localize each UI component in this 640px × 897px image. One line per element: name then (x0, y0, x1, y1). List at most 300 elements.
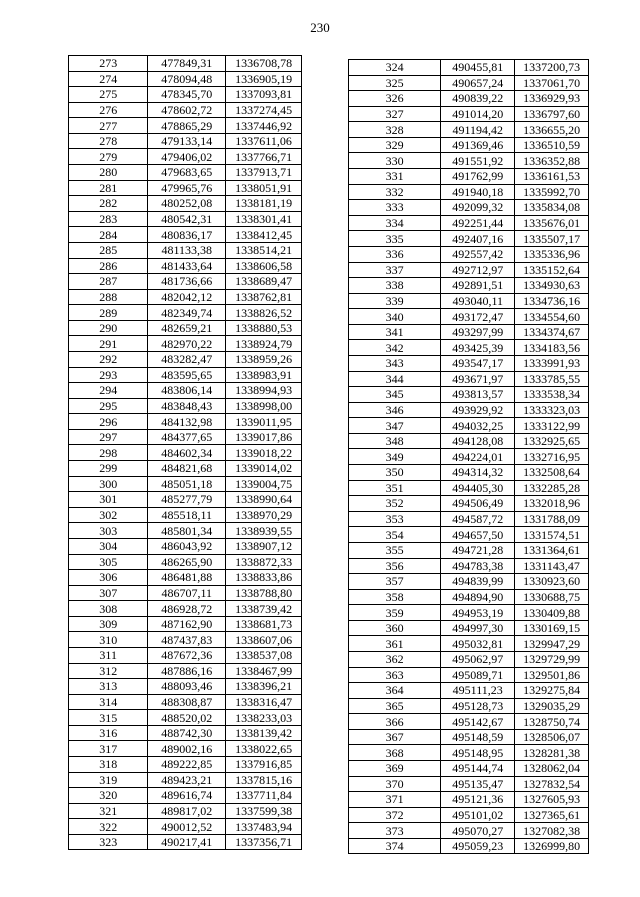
x-coordinate-cell: 494721,28 (441, 542, 515, 558)
x-coordinate-cell: 493297,99 (441, 324, 515, 340)
x-coordinate-cell: 481736,66 (148, 274, 226, 290)
point-number-cell: 281 (69, 180, 148, 196)
table-row (349, 153, 589, 169)
table-row (349, 122, 589, 138)
table-row (349, 75, 589, 91)
point-number-cell: 349 (349, 449, 441, 465)
y-coordinate-cell: 1337766,71 (226, 149, 302, 165)
y-coordinate-cell: 1326999,80 (515, 838, 589, 854)
x-coordinate-cell: 488308,87 (148, 694, 226, 710)
y-coordinate-cell: 1335152,64 (515, 262, 589, 278)
point-number-cell: 332 (349, 184, 441, 200)
table-row (69, 398, 302, 414)
y-coordinate-cell: 1335834,08 (515, 200, 589, 216)
x-coordinate-cell: 492891,51 (441, 278, 515, 294)
y-coordinate-cell: 1334930,63 (515, 278, 589, 294)
x-coordinate-cell: 485518,11 (148, 507, 226, 523)
table-row (69, 56, 302, 72)
y-coordinate-cell: 1329275,84 (515, 683, 589, 699)
table-row (69, 242, 302, 258)
x-coordinate-cell: 490455,81 (441, 60, 515, 76)
point-number-cell: 339 (349, 293, 441, 309)
x-coordinate-cell: 494224,01 (441, 449, 515, 465)
y-coordinate-cell: 1336708,78 (226, 56, 302, 72)
point-number-cell: 316 (69, 725, 148, 741)
x-coordinate-cell: 480252,08 (148, 196, 226, 212)
x-coordinate-cell: 483595,65 (148, 367, 226, 383)
y-coordinate-cell: 1334736,16 (515, 293, 589, 309)
y-coordinate-cell: 1333538,34 (515, 387, 589, 403)
table-row (349, 262, 589, 278)
point-number-cell: 275 (69, 87, 148, 103)
x-coordinate-cell: 494657,50 (441, 527, 515, 543)
table-row (69, 803, 302, 819)
point-number-cell: 303 (69, 523, 148, 539)
table-row (69, 102, 302, 118)
y-coordinate-cell: 1328506,07 (515, 729, 589, 745)
x-coordinate-cell: 491940,18 (441, 184, 515, 200)
point-number-cell: 357 (349, 574, 441, 590)
y-coordinate-cell: 1329035,29 (515, 698, 589, 714)
point-number-cell: 347 (349, 418, 441, 434)
y-coordinate-cell: 1338880,53 (226, 320, 302, 336)
table-row (349, 776, 589, 792)
table-row (349, 91, 589, 107)
x-coordinate-cell: 495032,81 (441, 636, 515, 652)
table-row (69, 710, 302, 726)
y-coordinate-cell: 1329501,86 (515, 667, 589, 683)
point-number-cell: 280 (69, 165, 148, 181)
point-number-cell: 292 (69, 351, 148, 367)
point-number-cell: 329 (349, 137, 441, 153)
x-coordinate-cell: 492407,16 (441, 231, 515, 247)
x-coordinate-cell: 478094,48 (148, 71, 226, 87)
table-row (349, 620, 589, 636)
table-row (69, 554, 302, 570)
y-coordinate-cell: 1332716,95 (515, 449, 589, 465)
y-coordinate-cell: 1337916,85 (226, 757, 302, 773)
table-row (69, 570, 302, 586)
y-coordinate-cell: 1335336,96 (515, 246, 589, 262)
y-coordinate-cell: 1337913,71 (226, 165, 302, 181)
y-coordinate-cell: 1338412,45 (226, 227, 302, 243)
table-row (349, 683, 589, 699)
y-coordinate-cell: 1338607,06 (226, 632, 302, 648)
point-number-cell: 333 (349, 200, 441, 216)
table-row (69, 211, 302, 227)
x-coordinate-cell: 495101,02 (441, 807, 515, 823)
y-coordinate-cell: 1334374,67 (515, 324, 589, 340)
x-coordinate-cell: 484602,34 (148, 445, 226, 461)
table-row (69, 133, 302, 149)
y-coordinate-cell: 1331143,47 (515, 558, 589, 574)
table-row (349, 246, 589, 262)
table-row (69, 725, 302, 741)
y-coordinate-cell: 1338022,65 (226, 741, 302, 757)
y-coordinate-cell: 1338396,21 (226, 679, 302, 695)
point-number-cell: 305 (69, 554, 148, 570)
point-number-cell: 307 (69, 585, 148, 601)
x-coordinate-cell: 486481,88 (148, 570, 226, 586)
point-number-cell: 343 (349, 355, 441, 371)
table-row (349, 636, 589, 652)
x-coordinate-cell: 495070,27 (441, 823, 515, 839)
table-row (69, 647, 302, 663)
table-row (69, 336, 302, 352)
table-row (349, 714, 589, 730)
y-coordinate-cell: 1337446,92 (226, 118, 302, 134)
point-number-cell: 340 (349, 309, 441, 325)
y-coordinate-cell: 1338233,03 (226, 710, 302, 726)
table-row (69, 507, 302, 523)
table-row (349, 807, 589, 823)
point-number-cell: 374 (349, 838, 441, 854)
table-row (69, 383, 302, 399)
x-coordinate-cell: 491014,20 (441, 106, 515, 122)
x-coordinate-cell: 494894,90 (441, 589, 515, 605)
point-number-cell: 318 (69, 757, 148, 773)
y-coordinate-cell: 1338739,42 (226, 601, 302, 617)
point-number-cell: 325 (349, 75, 441, 91)
table-row (69, 741, 302, 757)
x-coordinate-cell: 494997,30 (441, 620, 515, 636)
x-coordinate-cell: 490839,22 (441, 91, 515, 107)
y-coordinate-cell: 1336510,59 (515, 137, 589, 153)
y-coordinate-cell: 1338316,47 (226, 694, 302, 710)
table-row (69, 523, 302, 539)
x-coordinate-cell: 485801,34 (148, 523, 226, 539)
y-coordinate-cell: 1339017,86 (226, 429, 302, 445)
table-row (69, 445, 302, 461)
point-number-cell: 319 (69, 772, 148, 788)
table-row (349, 184, 589, 200)
y-coordinate-cell: 1338181,19 (226, 196, 302, 212)
y-coordinate-cell: 1336161,53 (515, 169, 589, 185)
table-row (69, 414, 302, 430)
y-coordinate-cell: 1338826,52 (226, 305, 302, 321)
y-coordinate-cell: 1338467,99 (226, 663, 302, 679)
table-row (69, 819, 302, 835)
table-row (349, 651, 589, 667)
table-row (69, 601, 302, 617)
x-coordinate-cell: 484377,65 (148, 429, 226, 445)
x-coordinate-cell: 489002,16 (148, 741, 226, 757)
point-number-cell: 367 (349, 729, 441, 745)
x-coordinate-cell: 479683,65 (148, 165, 226, 181)
x-coordinate-cell: 494128,08 (441, 433, 515, 449)
point-number-cell: 354 (349, 527, 441, 543)
table-row (69, 351, 302, 367)
table-row (69, 165, 302, 181)
x-coordinate-cell: 489817,02 (148, 803, 226, 819)
x-coordinate-cell: 486707,11 (148, 585, 226, 601)
y-coordinate-cell: 1328062,04 (515, 761, 589, 777)
y-coordinate-cell: 1336797,60 (515, 106, 589, 122)
point-number-cell: 311 (69, 647, 148, 663)
point-number-cell: 300 (69, 476, 148, 492)
y-coordinate-cell: 1334183,56 (515, 340, 589, 356)
x-coordinate-cell: 494783,38 (441, 558, 515, 574)
y-coordinate-cell: 1332925,65 (515, 433, 589, 449)
x-coordinate-cell: 494839,99 (441, 574, 515, 590)
y-coordinate-cell: 1328750,74 (515, 714, 589, 730)
point-number-cell: 360 (349, 620, 441, 636)
x-coordinate-cell: 482970,22 (148, 336, 226, 352)
x-coordinate-cell: 477849,31 (148, 56, 226, 72)
y-coordinate-cell: 1334554,60 (515, 309, 589, 325)
point-number-cell: 320 (69, 788, 148, 804)
table-row (69, 476, 302, 492)
x-coordinate-cell: 493040,11 (441, 293, 515, 309)
x-coordinate-cell: 493671,97 (441, 371, 515, 387)
table-row (349, 371, 589, 387)
table-row (349, 527, 589, 543)
page-number: 230 (310, 20, 330, 35)
coordinates-table-left (68, 55, 302, 850)
point-number-cell: 279 (69, 149, 148, 165)
x-coordinate-cell: 486928,72 (148, 601, 226, 617)
point-number-cell: 283 (69, 211, 148, 227)
y-coordinate-cell: 1335507,17 (515, 231, 589, 247)
y-coordinate-cell: 1338689,47 (226, 274, 302, 290)
table-row (349, 589, 589, 605)
point-number-cell: 304 (69, 538, 148, 554)
x-coordinate-cell: 486265,90 (148, 554, 226, 570)
point-number-cell: 363 (349, 667, 441, 683)
point-number-cell: 331 (349, 169, 441, 185)
table-row (69, 149, 302, 165)
point-number-cell: 361 (349, 636, 441, 652)
x-coordinate-cell: 488093,46 (148, 679, 226, 695)
x-coordinate-cell: 494032,25 (441, 418, 515, 434)
table-row (349, 200, 589, 216)
x-coordinate-cell: 480542,31 (148, 211, 226, 227)
x-coordinate-cell: 493172,47 (441, 309, 515, 325)
point-number-cell: 293 (69, 367, 148, 383)
y-coordinate-cell: 1337200,73 (515, 60, 589, 76)
x-coordinate-cell: 487672,36 (148, 647, 226, 663)
x-coordinate-cell: 483282,47 (148, 351, 226, 367)
point-number-cell: 274 (69, 71, 148, 87)
y-coordinate-cell: 1339014,02 (226, 461, 302, 477)
y-coordinate-cell: 1338681,73 (226, 616, 302, 632)
table-row (349, 340, 589, 356)
table-row (69, 227, 302, 243)
point-number-cell: 335 (349, 231, 441, 247)
y-coordinate-cell: 1337611,06 (226, 133, 302, 149)
x-coordinate-cell: 478602,72 (148, 102, 226, 118)
x-coordinate-cell: 488742,30 (148, 725, 226, 741)
table-row (349, 309, 589, 325)
point-number-cell: 364 (349, 683, 441, 699)
table-row (69, 118, 302, 134)
y-coordinate-cell: 1338959,26 (226, 351, 302, 367)
point-number-cell: 338 (349, 278, 441, 294)
y-coordinate-cell: 1337061,70 (515, 75, 589, 91)
point-number-cell: 312 (69, 663, 148, 679)
x-coordinate-cell: 491551,92 (441, 153, 515, 169)
table-row (349, 729, 589, 745)
x-coordinate-cell: 489222,85 (148, 757, 226, 773)
table-row (69, 492, 302, 508)
y-coordinate-cell: 1338872,33 (226, 554, 302, 570)
y-coordinate-cell: 1338983,91 (226, 367, 302, 383)
table-row (69, 663, 302, 679)
table-row (349, 838, 589, 854)
point-number-cell: 323 (69, 834, 148, 850)
x-coordinate-cell: 493425,39 (441, 340, 515, 356)
table-row (69, 538, 302, 554)
y-coordinate-cell: 1335992,70 (515, 184, 589, 200)
x-coordinate-cell: 495148,95 (441, 745, 515, 761)
y-coordinate-cell: 1338990,64 (226, 492, 302, 508)
point-number-cell: 336 (349, 246, 441, 262)
x-coordinate-cell: 479133,14 (148, 133, 226, 149)
table-row (349, 433, 589, 449)
point-number-cell: 296 (69, 414, 148, 430)
y-coordinate-cell: 1339018,22 (226, 445, 302, 461)
coordinates-table-right (348, 59, 589, 854)
table-row (349, 480, 589, 496)
point-number-cell: 326 (349, 91, 441, 107)
point-number-cell: 366 (349, 714, 441, 730)
point-number-cell: 278 (69, 133, 148, 149)
x-coordinate-cell: 481433,64 (148, 258, 226, 274)
point-number-cell: 317 (69, 741, 148, 757)
table-row (349, 137, 589, 153)
point-number-cell: 282 (69, 196, 148, 212)
table-row (69, 289, 302, 305)
point-number-cell: 289 (69, 305, 148, 321)
table-row (349, 293, 589, 309)
point-number-cell: 301 (69, 492, 148, 508)
y-coordinate-cell: 1330409,88 (515, 605, 589, 621)
y-coordinate-cell: 1327365,61 (515, 807, 589, 823)
point-number-cell: 284 (69, 227, 148, 243)
table-row (349, 542, 589, 558)
point-number-cell: 351 (349, 480, 441, 496)
y-coordinate-cell: 1333122,99 (515, 418, 589, 434)
point-number-cell: 337 (349, 262, 441, 278)
x-coordinate-cell: 486043,92 (148, 538, 226, 554)
y-coordinate-cell: 1338907,12 (226, 538, 302, 554)
point-number-cell: 345 (349, 387, 441, 403)
table-row (69, 274, 302, 290)
table-row (349, 465, 589, 481)
y-coordinate-cell: 1330688,75 (515, 589, 589, 605)
point-number-cell: 370 (349, 776, 441, 792)
table-row (349, 449, 589, 465)
table-row (349, 605, 589, 621)
x-coordinate-cell: 481133,38 (148, 242, 226, 258)
x-coordinate-cell: 483848,43 (148, 398, 226, 414)
y-coordinate-cell: 1338514,21 (226, 242, 302, 258)
table-row (69, 834, 302, 850)
table-row (69, 258, 302, 274)
x-coordinate-cell: 479406,02 (148, 149, 226, 165)
x-coordinate-cell: 482349,74 (148, 305, 226, 321)
table-row (69, 585, 302, 601)
point-number-cell: 273 (69, 56, 148, 72)
x-coordinate-cell: 490217,41 (148, 834, 226, 850)
x-coordinate-cell: 479965,76 (148, 180, 226, 196)
x-coordinate-cell: 495089,71 (441, 667, 515, 683)
point-number-cell: 352 (349, 496, 441, 512)
point-number-cell: 314 (69, 694, 148, 710)
x-coordinate-cell: 488520,02 (148, 710, 226, 726)
table-row (349, 418, 589, 434)
y-coordinate-cell: 1327082,38 (515, 823, 589, 839)
point-number-cell: 371 (349, 792, 441, 808)
y-coordinate-cell: 1328281,38 (515, 745, 589, 761)
y-coordinate-cell: 1337599,38 (226, 803, 302, 819)
point-number-cell: 308 (69, 601, 148, 617)
x-coordinate-cell: 492712,97 (441, 262, 515, 278)
x-coordinate-cell: 493929,92 (441, 402, 515, 418)
table-row (349, 169, 589, 185)
y-coordinate-cell: 1336929,93 (515, 91, 589, 107)
table-row (349, 387, 589, 403)
point-number-cell: 286 (69, 258, 148, 274)
point-number-cell: 313 (69, 679, 148, 695)
x-coordinate-cell: 492557,42 (441, 246, 515, 262)
table-row (349, 823, 589, 839)
point-number-cell: 344 (349, 371, 441, 387)
y-coordinate-cell: 1338939,55 (226, 523, 302, 539)
point-number-cell: 356 (349, 558, 441, 574)
point-number-cell: 324 (349, 60, 441, 76)
x-coordinate-cell: 478865,29 (148, 118, 226, 134)
point-number-cell: 350 (349, 465, 441, 481)
y-coordinate-cell: 1338994,93 (226, 383, 302, 399)
table-row (349, 60, 589, 76)
table-row (349, 792, 589, 808)
y-coordinate-cell: 1338970,29 (226, 507, 302, 523)
point-number-cell: 369 (349, 761, 441, 777)
y-coordinate-cell: 1336905,19 (226, 71, 302, 87)
y-coordinate-cell: 1329729,99 (515, 651, 589, 667)
x-coordinate-cell: 487162,90 (148, 616, 226, 632)
y-coordinate-cell: 1331364,61 (515, 542, 589, 558)
x-coordinate-cell: 490012,52 (148, 819, 226, 835)
table-row (349, 558, 589, 574)
table-row (69, 367, 302, 383)
y-coordinate-cell: 1338051,91 (226, 180, 302, 196)
table-row (69, 632, 302, 648)
x-coordinate-cell: 490657,24 (441, 75, 515, 91)
y-coordinate-cell: 1337815,16 (226, 772, 302, 788)
point-number-cell: 306 (69, 570, 148, 586)
table-row (69, 196, 302, 212)
y-coordinate-cell: 1330169,15 (515, 620, 589, 636)
x-coordinate-cell: 492251,44 (441, 215, 515, 231)
y-coordinate-cell: 1337274,45 (226, 102, 302, 118)
point-number-cell: 321 (69, 803, 148, 819)
point-number-cell: 285 (69, 242, 148, 258)
y-coordinate-cell: 1333323,03 (515, 402, 589, 418)
point-number-cell: 346 (349, 402, 441, 418)
y-coordinate-cell: 1332018,96 (515, 496, 589, 512)
x-coordinate-cell: 485277,79 (148, 492, 226, 508)
y-coordinate-cell: 1327832,54 (515, 776, 589, 792)
table-row (349, 355, 589, 371)
y-coordinate-cell: 1338606,58 (226, 258, 302, 274)
point-number-cell: 287 (69, 274, 148, 290)
table-row (69, 788, 302, 804)
table-row (69, 320, 302, 336)
table-row (349, 324, 589, 340)
x-coordinate-cell: 492099,32 (441, 200, 515, 216)
